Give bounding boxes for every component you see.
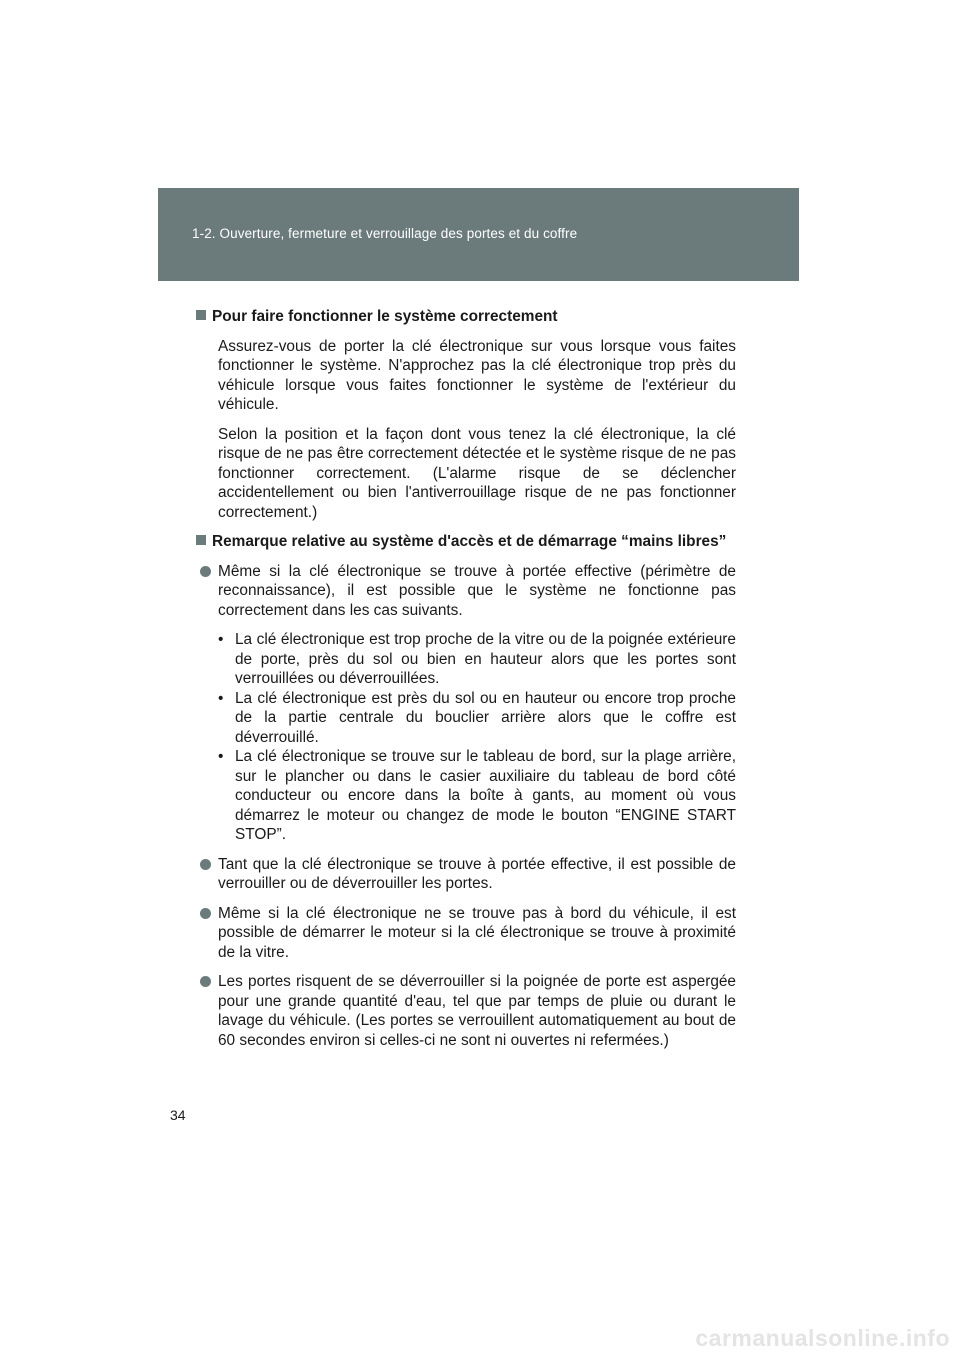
bullet-item [218,855,736,894]
section-heading-text: Pour faire fonctionner le système correctement [212,308,558,325]
section-heading [196,307,736,327]
page-content [196,307,736,1060]
section-heading [196,532,736,552]
circle-icon [200,976,211,987]
circle-icon [200,566,211,577]
chapter-title: 1-2. Ouverture, fermeture et verrouillage des portes et du coffre [192,226,578,241]
bullet-text: Même si la clé électronique se trouve à portée effective (périmètre de reconnaissance), il est possible que le système ne fonctionne pas correctement dans les cas suivants. [218,562,736,619]
sub-item-text: La clé électronique se trouve sur le tableau de bord, sur la plage arrière, sur le plancher ou dans le casier auxiliaire du tableau de bord côté conducteur ou encore dans la boîte à gants, au moment où vous démarrez le moteur ou changez de mode le bouton “ENGINE START STOP”. [235,748,736,843]
bullet-item [218,972,736,1050]
sub-list-item [218,630,736,689]
sub-item-text: La clé électronique est près du sol ou en hauteur ou encore trop proche de la partie centrale du bouclier arrière alors que le coffre est déverrouillé. [235,689,736,746]
paragraph: Assurez-vous de porter la clé électronique sur vous lorsque vous faites fonctionner le système. N'approchez pas la clé électronique trop près du véhicule lorsque vous faites fonctionner le système de l'extérieur du véhicule. [218,337,736,413]
circle-icon [200,908,211,919]
sub-list-item [218,747,736,845]
page-number: 34 [170,1107,186,1123]
bullet-item [218,562,736,621]
chapter-header-band [158,188,799,281]
bullet-dot-icon: • [218,631,224,648]
bullet-text: Tant que la clé électronique se trouve à portée effective, il est possible de verrouiller ou de déverrouiller les portes. [218,855,736,892]
bullet-text: Même si la clé électronique ne se trouve pas à bord du véhicule, il est possible de démarrer le moteur si la clé électronique se trouve à proximité de la vitre. [218,904,736,961]
bullet-dot-icon: • [218,748,224,765]
circle-icon [200,859,211,870]
square-icon [196,310,206,320]
sub-item-text: La clé électronique est trop proche de la vitre ou de la poignée extérieure de porte, près du sol ou bien en hauteur alors que les portes sont verrouillées ou déverrouillées. [235,631,736,687]
bullet-text: Les portes risquent de se déverrouiller si la poignée de porte est aspergée pour une grande quantité d'eau, tel que par temps de pluie ou durant le lavage du véhicule. (Les portes se verrouillent automatiquement au bout de 60 secondes environ si celles-ci ne sont ni ouvertes ni refermées.) [218,973,736,1049]
square-icon [196,535,206,545]
bullet-item [218,904,736,963]
sub-list [218,630,736,845]
bullet-dot-icon: • [218,689,224,707]
section-heading-text: Remarque relative au système d'accès et de démarrage “mains libres” [212,533,727,550]
watermark: carmanualsonline.info [695,1325,950,1351]
sub-list-item [218,689,736,748]
paragraph: Selon la position et la façon dont vous tenez la clé électronique, la clé risque de ne pas être correctement détectée et le système risque de ne pas fonctionner correctement. (L'alarme risque de se déclencher accidentellement ou bien l'antiverrouillage risque de ne pas fonctionner correctement.) [218,425,736,521]
